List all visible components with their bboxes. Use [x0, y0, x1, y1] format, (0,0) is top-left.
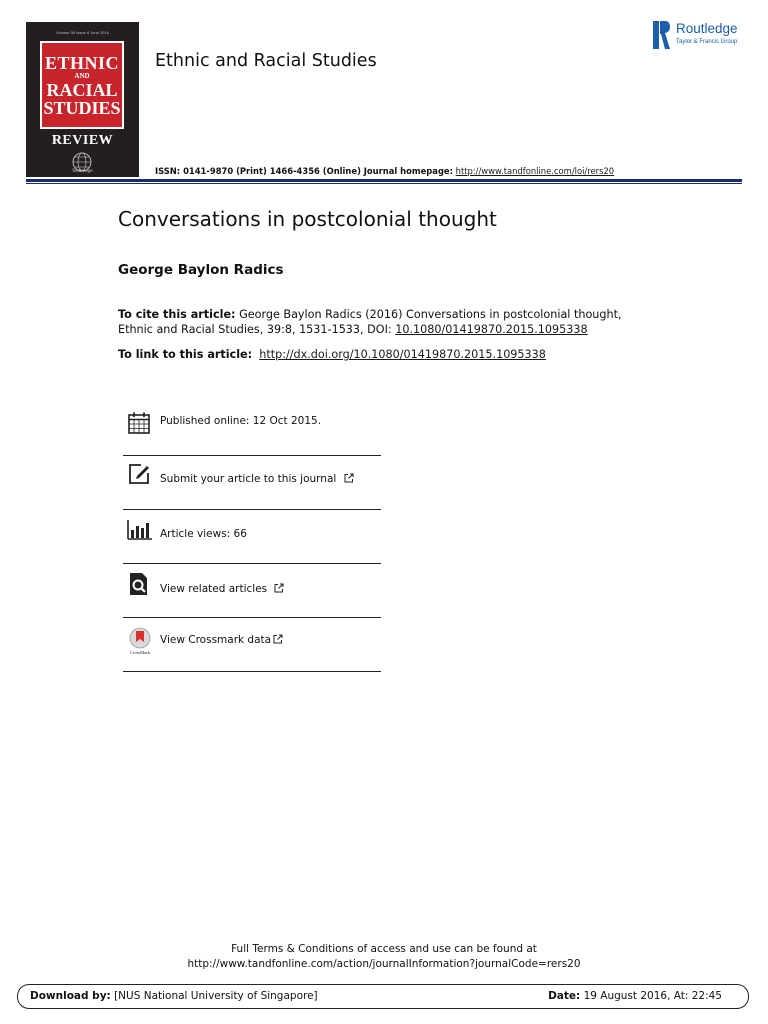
download-info-bar [17, 984, 749, 1009]
download-date [548, 990, 722, 1002]
terms-notice [0, 942, 768, 972]
article-doi-url-link[interactable]: http://dx.doi.org/10.1080/01419870.2015.1095338 [259, 348, 546, 361]
issn-line [155, 166, 614, 176]
bar-chart-icon [127, 518, 153, 542]
doi-link[interactable]: 10.1080/01419870.2015.1095338 [395, 323, 588, 336]
journal-title: Ethnic and Racial Studies [155, 51, 377, 71]
journal-homepage-link[interactable]: http://www.tandfonline.com/loi/rers20 [455, 166, 615, 176]
issn-label: ISSN: 0141-9870 (Print) 1466-4356 (Online) Journal homepage: [155, 166, 453, 176]
publisher-subtitle: Taylor & Francis Group [676, 39, 738, 45]
date-label: Date: [548, 990, 581, 1002]
cite-text: George Baylon Radics (2016) Conversations in postcolonial thought, Ethnic and Racial Studies, 39:8, 1531-1533, DOI: [118, 308, 622, 336]
cite-label: To cite this article: [118, 308, 236, 321]
cover-title-box [40, 41, 124, 129]
cover-publisher: Routledge [72, 168, 93, 173]
external-link-icon [274, 583, 284, 593]
routledge-r-icon [653, 21, 671, 49]
terms-url[interactable]: http://www.tandfonline.com/action/journalInformation?journalCode=rers20 [187, 958, 581, 970]
article-info-list [123, 402, 381, 672]
crossmark-logo-text: CrossMark [130, 650, 150, 655]
external-link-icon [273, 634, 283, 644]
cover-volume-line: Volume 39 Issue 8 June 2016 [56, 30, 109, 35]
terms-line-1: Full Terms & Conditions of access and use can be found at [231, 943, 537, 955]
crossmark-item[interactable] [123, 618, 381, 672]
download-value: [NUS National University of Singapore] [114, 990, 318, 1002]
download-label: Download by: [30, 990, 111, 1002]
submit-article-text[interactable]: Submit your article to this journal [160, 473, 337, 485]
crossmark-icon [127, 627, 153, 655]
date-value: 19 August 2016, At: 22:45 [583, 990, 722, 1002]
submit-article-item[interactable] [123, 456, 381, 510]
journal-cover-image [26, 22, 139, 177]
publisher-brand: Routledge [676, 21, 738, 36]
publisher-logo[interactable] [653, 21, 748, 51]
link-label: To link to this article: [118, 348, 253, 361]
related-articles-item[interactable] [123, 564, 381, 618]
cover-title-word: RACIAL [46, 79, 118, 100]
published-online-text: Published online: 12 Oct 2015. [160, 415, 322, 427]
search-document-icon [127, 572, 151, 596]
published-online-item [123, 402, 381, 456]
article-title: Conversations in postcolonial thought [118, 207, 497, 231]
crossmark-text[interactable]: View Crossmark data [160, 634, 272, 646]
cover-title-word: STUDIES [43, 97, 121, 118]
edit-icon [127, 462, 151, 486]
article-views-item [123, 510, 381, 564]
article-author: George Baylon Radics [118, 262, 284, 278]
calendar-icon [127, 411, 151, 435]
cover-title-word: ETHNIC [44, 52, 119, 73]
related-articles-text[interactable]: View related articles [160, 583, 268, 595]
external-link-icon [344, 473, 354, 483]
download-by [30, 990, 318, 1002]
article-link-line [118, 348, 546, 361]
header-divider [26, 179, 742, 182]
citation-block [118, 307, 658, 337]
cover-title-word: AND [74, 71, 90, 80]
header-divider-thin [26, 183, 742, 184]
article-views-text: Article views: 66 [160, 528, 247, 540]
cover-review-word: REVIEW [51, 133, 114, 148]
